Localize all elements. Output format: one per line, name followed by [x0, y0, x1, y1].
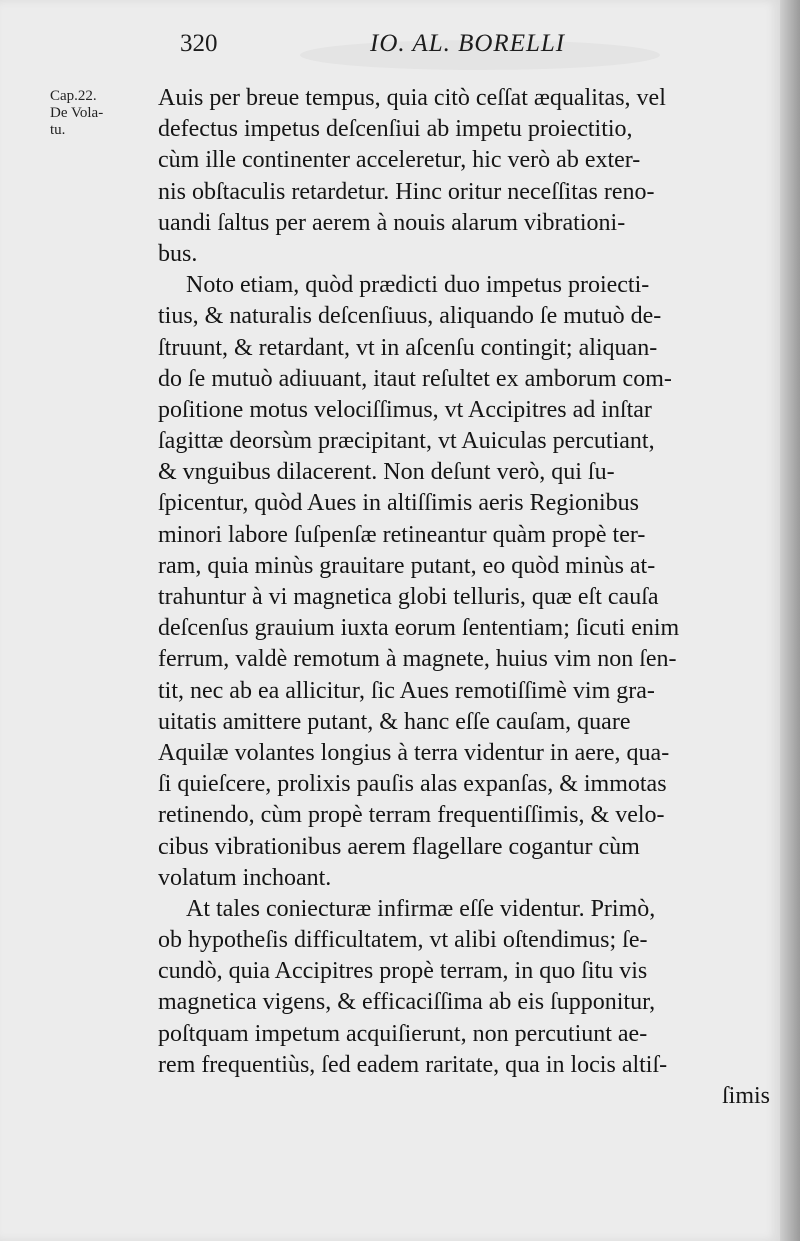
- text-line: rem frequentiùs, ſed eadem raritate, qua in locis altiſ-: [158, 1051, 668, 1078]
- text-line: minori labore ſuſpenſæ retineantur quàm propè ter-: [158, 521, 646, 548]
- margin-note: [50, 88, 140, 139]
- text-line: ferrum, valdè remotum à magnete, huius vim non ſen-: [158, 646, 677, 673]
- text-line: ſtruunt, & retardant, vt in aſcenſu contingit; aliquan-: [158, 334, 658, 361]
- text-line: Aquilæ volantes longius à terra videntur in aere, qua-: [158, 739, 670, 766]
- text-line: nis obſtaculis retardetur. Hinc oritur neceſſitas reno-: [158, 178, 655, 205]
- text-line: & vnguibus dilacerent. Non deſunt verò, qui ſu-: [158, 459, 615, 486]
- text-line: magnetica vigens, & efficaciſſima ab eis ſupponitur,: [158, 989, 656, 1016]
- page-edge: [780, 0, 800, 1241]
- text-line: poſtquam impetum acquiſierunt, non percutiunt ae-: [158, 1020, 648, 1047]
- text-line: volatum inchoant.: [158, 864, 332, 891]
- text-line: cibus vibrationibus aerem flagellare cogantur cùm: [158, 833, 640, 860]
- paragraph-start-line: At tales coniecturæ infirmæ eſſe videntur. Primò,: [186, 895, 656, 922]
- margin-note-line: De Vola-: [50, 105, 104, 121]
- catchword: ſimis: [721, 1083, 770, 1109]
- text-line: do ſe mutuò adiuuant, itaut reſultet ex amborum com-: [158, 365, 672, 392]
- text-line: ram, quia minùs grauitare putant, eo quòd minùs at-: [158, 552, 656, 579]
- text-line: ſi quieſcere, prolixis pauſis alas expanſas, & immotas: [158, 771, 667, 798]
- page-number: 320: [180, 30, 218, 57]
- text-line: bus.: [158, 240, 198, 267]
- paragraph-start-line: Noto etiam, quòd prædicti duo impetus proiecti-: [186, 272, 650, 299]
- text-line: trahuntur à vi magnetica globi telluris, quæ eſt cauſa: [158, 584, 659, 610]
- running-head: IO. AL. BORELLI: [370, 30, 566, 57]
- text-line: poſitione motus velociſſimus, vt Accipitres ad inſtar: [158, 396, 652, 423]
- text-line: tius, & naturalis deſcenſiuus, aliquando ſe mutuò de-: [158, 303, 662, 330]
- body-text: [158, 83, 770, 1112]
- text-line: retinendo, cùm propè terram frequentiſſimis, & velo-: [158, 802, 665, 829]
- text-line: ob hypotheſis difficultatem, vt alibi oſtendimus; ſe-: [158, 927, 648, 954]
- margin-note-line: Cap.22.: [50, 88, 97, 104]
- text-line: uitatis amittere putant, & hanc eſſe cauſam, quare: [158, 708, 631, 735]
- text-line: ſpicentur, quòd Aues in altiſſimis aeris Regionibus: [158, 490, 639, 517]
- text-line: cùm ille continenter acceleretur, hic verò ab exter-: [158, 147, 641, 174]
- text-line: tit, nec ab ea allicitur, ſic Aues remotiſſimè vim gra-: [158, 677, 655, 704]
- text-line: Auis per breue tempus, quia citò ceſſat æqualitas, vel: [158, 85, 666, 111]
- text-line: deſcenſus grauium iuxta eorum ſententiam; ſicuti enim: [158, 615, 680, 642]
- margin-note-line: tu.: [50, 122, 66, 138]
- text-line: cundò, quia Accipitres propè terram, in quo ſitu vis: [158, 958, 648, 985]
- text-line: uandi ſaltus per aerem à nouis alarum vibrationi-: [158, 209, 626, 236]
- text-line: defectus impetus deſcenſiui ab impetu proiectitio,: [158, 116, 633, 143]
- page-header: [180, 30, 700, 70]
- text-line: ſagittæ deorsùm præcipitant, vt Auiculas percutiant,: [158, 428, 655, 455]
